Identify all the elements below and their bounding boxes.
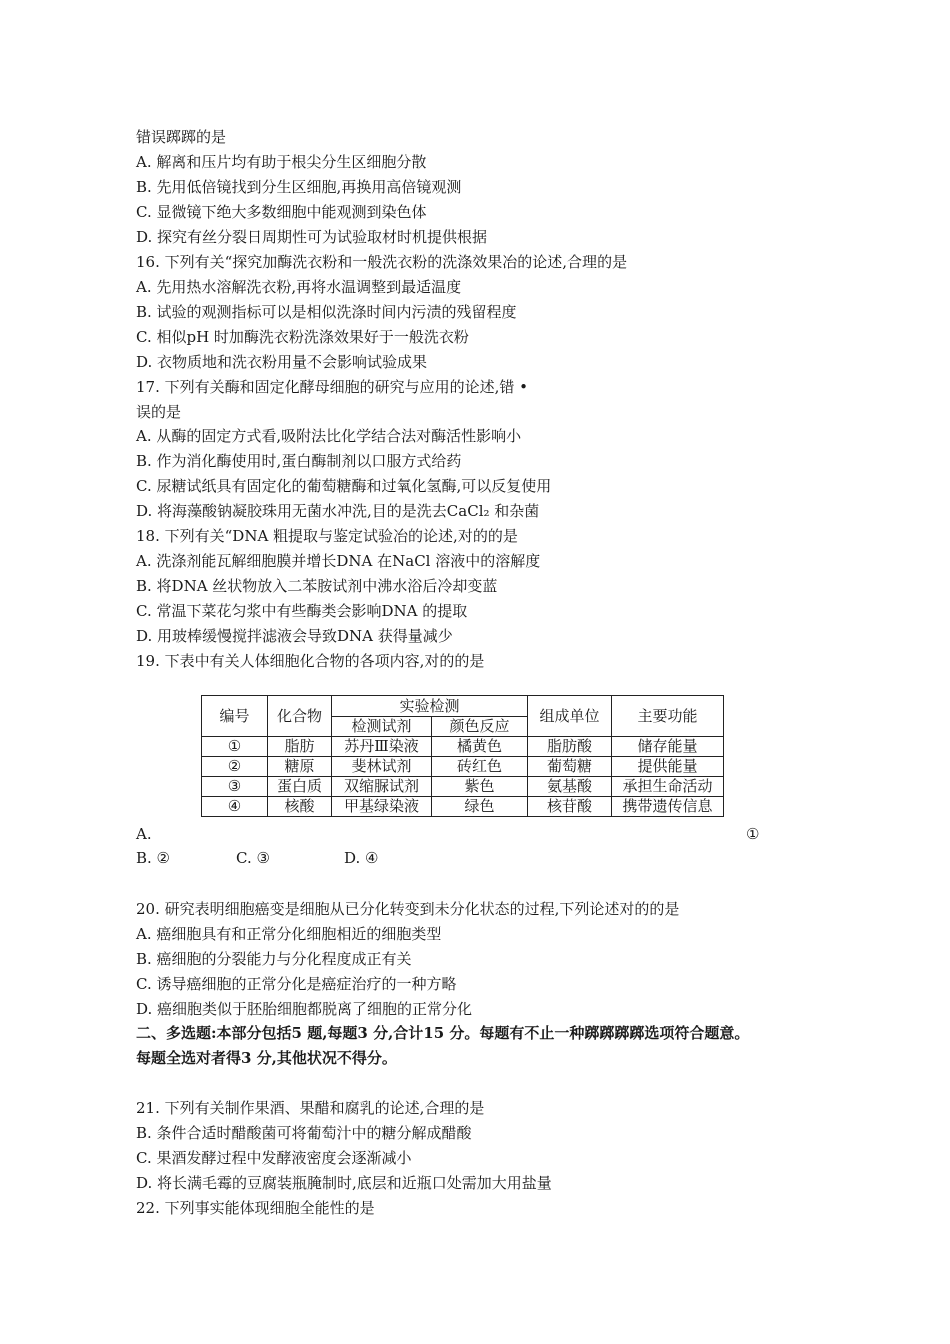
header-compound: 化合物	[268, 696, 332, 737]
table-cell: ①	[202, 737, 268, 757]
option-b: B. ②	[136, 849, 171, 867]
text-line: C. 诱导癌细胞的正常分化是癌症治疗的一种方略	[136, 975, 457, 993]
table-cell: 双缩脲试剂	[332, 777, 432, 797]
table-cell: 储存能量	[612, 737, 724, 757]
text-line: A. 从酶的固定方式看,吸附法比化学结合法对酶活性影响小	[136, 427, 522, 445]
table-cell: 氨基酸	[528, 777, 612, 797]
header-unit: 组成单位	[528, 696, 612, 737]
header-color: 颜色反应	[432, 717, 528, 737]
text-line: D. 衣物质地和洗衣粉用量不会影响试验成果	[136, 353, 428, 371]
table-cell: 橘黄色	[432, 737, 528, 757]
table-cell: 绿色	[432, 797, 528, 817]
table-cell: 脂肪	[268, 737, 332, 757]
question-17: 17. 下列有关酶和固定化酵母细胞的研究与应用的论述,错 •	[136, 378, 529, 396]
table-cell: 苏丹Ⅲ染液	[332, 737, 432, 757]
text-line: 误的是	[136, 403, 182, 421]
section-heading: 每题全选对者得3 分,其他状况不得分。	[136, 1049, 397, 1067]
table-cell: 砖红色	[432, 757, 528, 777]
table-cell: 提供能量	[612, 757, 724, 777]
question-22: 22. 下列事实能体现细胞全能性的是	[136, 1199, 375, 1217]
table-cell: 携带遗传信息	[612, 797, 724, 817]
table-cell: 甲基绿染液	[332, 797, 432, 817]
question-20: 20. 研究表明细胞癌变是细胞从已分化转变到未分化状态的过程,下列论述对的的是	[136, 900, 680, 918]
header-group: 实验检测	[332, 696, 528, 717]
table-cell: 核苷酸	[528, 797, 612, 817]
text-line: D. 用玻棒缓慢搅拌滤液会导致DNA 获得量减少	[136, 627, 453, 645]
option-c: C. ③	[236, 849, 270, 867]
text-line: A. 解离和压片均有助于根尖分生区细胞分散	[136, 153, 427, 171]
question-21: 21. 下列有关制作果酒、果醋和腐乳的论述,合理的是	[136, 1099, 485, 1117]
text-line: 错误踯踯的是	[136, 128, 227, 146]
text-line: C. 相似pH 时加酶洗衣粉洗涤效果好于一般洗衣粉	[136, 328, 469, 346]
table-cell: 脂肪酸	[528, 737, 612, 757]
text-line: D. 将海藻酸钠凝胶珠用无菌水冲洗,目的是洗去CaCl₂ 和杂菌	[136, 502, 540, 520]
text-line: B. 将DNA 丝状物放入二苯胺试剂中沸水浴后冷却变蓝	[136, 577, 498, 595]
header-no: 编号	[202, 696, 268, 737]
header-reagent: 检测试剂	[332, 717, 432, 737]
table-cell: 承担生命活动	[612, 777, 724, 797]
text-line: C. 常温下菜花匀浆中有些酶类会影响DNA 的提取	[136, 602, 468, 620]
table-cell: 葡萄糖	[528, 757, 612, 777]
question-18: 18. 下列有关“DNA 粗提取与鉴定试验冶的论述,对的的是	[136, 527, 518, 545]
text-line: A. 癌细胞具有和正常分化细胞相近的细胞类型	[136, 925, 442, 943]
option-d: D. ④	[344, 849, 379, 867]
option-a-label: A.	[136, 825, 152, 843]
text-line: A. 先用热水溶解洗衣粉,再将水温调整到最适温度	[136, 278, 462, 296]
table-cell: 糖原	[268, 757, 332, 777]
text-line: A. 洗涤剂能瓦解细胞膜并增长DNA 在NaCl 溶液中的溶解度	[136, 552, 541, 570]
text-line: C. 尿糖试纸具有固定化的葡萄糖酶和过氧化氢酶,可以反复使用	[136, 477, 552, 495]
text-line: B. 作为消化酶使用时,蛋白酶制剂以口服方式给药	[136, 452, 462, 470]
table-row	[202, 737, 724, 757]
text-line: B. 先用低倍镜找到分生区细胞,再换用高倍镜观测	[136, 178, 462, 196]
text-line: C. 果酒发酵过程中发酵液密度会逐渐减小	[136, 1149, 412, 1167]
text-line: C. 显微镜下绝大多数细胞中能观测到染色体	[136, 203, 427, 221]
table-cell: 斐林试剂	[332, 757, 432, 777]
text-line: D. 将长满毛霉的豆腐装瓶腌制时,底层和近瓶口处需加大用盐量	[136, 1174, 552, 1192]
table-row	[202, 777, 724, 797]
table-cell: 核酸	[268, 797, 332, 817]
question-16: 16. 下列有关“探究加酶洗衣粉和一般洗衣粉的洗涤效果冶的论述,合理的是	[136, 253, 628, 271]
text-line: D. 探究有丝分裂日周期性可为试验取材时机提供根据	[136, 228, 488, 246]
table-row	[202, 797, 724, 817]
table-cell: ②	[202, 757, 268, 777]
table-cell: ④	[202, 797, 268, 817]
text-line: B. 条件合适时醋酸菌可将葡萄汁中的糖分解成醋酸	[136, 1124, 472, 1142]
table-cell: ③	[202, 777, 268, 797]
table-cell: 紫色	[432, 777, 528, 797]
text-line: B. 癌细胞的分裂能力与分化程度成正有关	[136, 950, 412, 968]
compound-table	[201, 695, 724, 817]
section-heading: 二、多选题:本部分包括5 题,每题3 分,合计15 分。每题有不止一种踯踯踯踯选项符合题意。	[136, 1024, 750, 1042]
table-cell: 蛋白质	[268, 777, 332, 797]
text-line: D. 癌细胞类似于胚胎细胞都脱离了细胞的正常分化	[136, 1000, 473, 1018]
question-19: 19. 下表中有关人体细胞化合物的各项内容,对的的是	[136, 652, 485, 670]
text-line: B. 试验的观测指标可以是相似洗涤时间内污渍的残留程度	[136, 303, 517, 321]
header-function: 主要功能	[612, 696, 724, 737]
option-a-value: ①	[746, 825, 760, 843]
table-row	[202, 757, 724, 777]
